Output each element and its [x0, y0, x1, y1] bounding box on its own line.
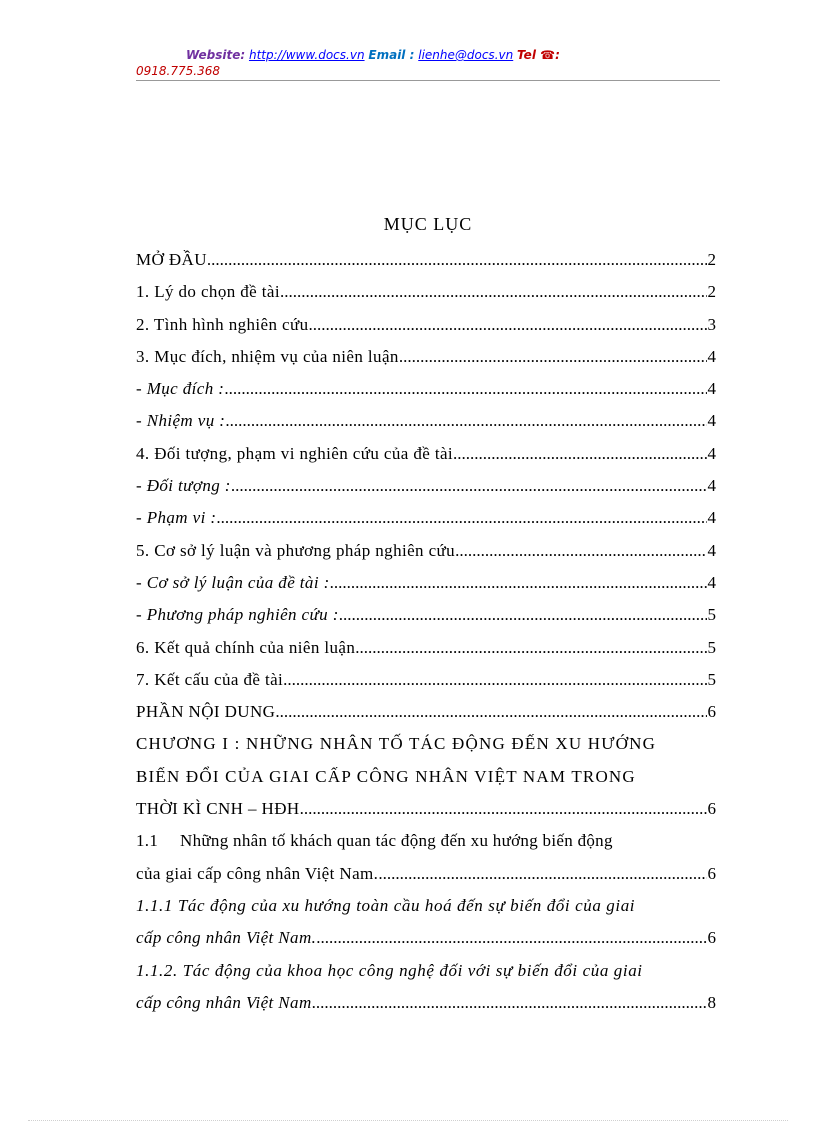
dot-leader [224, 373, 706, 405]
dot-leader [275, 696, 706, 728]
toc-page-number: 5 [707, 605, 716, 625]
toc-entry[interactable] [136, 502, 716, 534]
website-label: Website: [186, 48, 246, 62]
toc-page-number: 4 [707, 443, 716, 463]
toc-entry-label: 3. Mục đích, nhiệm vụ của niên luận [136, 346, 399, 366]
toc-entry-label: 7. Kết cấu của đề tài [136, 669, 284, 689]
toc-page-number: 2 [707, 282, 716, 302]
toc-page-number: 5 [707, 637, 716, 657]
toc-entry[interactable] [136, 341, 716, 373]
toc-entry-label-line: 1.1.2. Tác động của khoa học công nghệ đối với sự biến đổi của giai [136, 960, 643, 980]
toc-entry[interactable] [136, 664, 716, 696]
toc-entry-label: THỜI KÌ CNH – HĐH [136, 799, 300, 819]
toc-page-number: 8 [707, 992, 716, 1012]
phone-number: 0918.775.368 [136, 64, 220, 78]
toc-page-number: 6 [707, 863, 716, 883]
dot-leader [312, 987, 707, 1019]
email-label: Email : [368, 48, 415, 62]
toc-entry-chapter-1[interactable] [136, 728, 716, 825]
toc-page-number: 4 [707, 346, 716, 366]
toc-title: MỤC LỤC [383, 214, 473, 234]
dot-leader [300, 793, 707, 825]
toc-entry[interactable] [136, 632, 716, 664]
toc-entry-label-line [136, 825, 716, 857]
toc-page-number: 4 [707, 540, 716, 560]
toc-entry-label: 6. Kết quả chính của niên luận [136, 637, 356, 657]
dot-leader [231, 470, 707, 502]
toc-entry-1-1-1[interactable] [136, 890, 716, 955]
toc-entry-label: - Đối tượng : [136, 476, 231, 496]
toc-page-number: 4 [707, 411, 716, 431]
toc-page-number: 6 [707, 799, 716, 819]
toc-entry-label: - Nhiệm vụ : [136, 411, 226, 431]
toc-page-number: 4 [707, 508, 716, 528]
toc-page-number: 4 [707, 476, 716, 496]
toc-page-number: 6 [707, 702, 716, 722]
toc-entry-label: 1. Lý do chọn đề tài [136, 282, 280, 302]
toc-entry-label: - Phạm vi : [136, 508, 217, 528]
toc-entry[interactable] [136, 470, 716, 502]
toc-entry-label-line: CHƯƠNG I : NHỮNG NHÂN TỐ TÁC ĐỘNG ĐẾN XU HƯỚNG [136, 734, 657, 754]
dot-leader [207, 244, 707, 276]
dot-leader [283, 664, 706, 696]
dot-leader [378, 858, 706, 890]
toc-entry[interactable] [136, 438, 716, 470]
toc-entry[interactable] [136, 405, 716, 437]
dot-leader [455, 535, 706, 567]
tel-label: Tel ☎: [517, 48, 560, 62]
toc-entry-label: cấp công nhân Việt Nam. [136, 928, 317, 948]
table-of-contents [136, 244, 716, 1019]
toc-entry-label: 5. Cơ sở lý luận và phương pháp nghiên cứu [136, 540, 456, 560]
toc-entry-1-1-2[interactable] [136, 955, 716, 1020]
dot-leader [399, 341, 707, 373]
toc-entry[interactable] [136, 567, 716, 599]
toc-entry-label: MỞ ĐẦU [136, 250, 207, 269]
toc-page-number: 3 [707, 314, 716, 334]
toc-entry[interactable] [136, 696, 716, 728]
toc-entry-label: PHẦN NỘI DUNG [136, 702, 276, 722]
toc-entry-label: 4. Đối tượng, phạm vi nghiên cứu của đề tài [136, 443, 454, 463]
toc-entry-label: của giai cấp công nhân Việt Nam. [136, 863, 379, 883]
page-header [136, 47, 720, 79]
toc-page-number: 4 [707, 572, 716, 592]
toc-page-number: 6 [707, 928, 716, 948]
toc-entry-label: - Cơ sở lý luận của đề tài : [136, 572, 330, 592]
dot-leader [339, 599, 707, 631]
toc-entry[interactable] [136, 535, 716, 567]
toc-entry-label: 2. Tình hình nghiên cứu [136, 314, 309, 334]
toc-entry[interactable] [136, 373, 716, 405]
toc-entry[interactable] [136, 276, 716, 308]
toc-entry-label: cấp công nhân Việt Nam [136, 992, 312, 1012]
section-number: 1.1 [136, 831, 159, 851]
dot-leader [453, 438, 706, 470]
email-link[interactable]: lienhe@docs.vn [418, 48, 514, 62]
toc-page-number: 4 [707, 379, 716, 399]
dot-leader [280, 276, 707, 308]
toc-page-number: 2 [707, 250, 716, 269]
section-title: Những nhân tố khách quan tác động đến xu hướng biến động [180, 831, 613, 851]
dot-leader [225, 405, 706, 437]
toc-entry-label-line: 1.1.1 Tác động của xu hướng toàn cầu hoá đến sự biến đổi của giai [136, 895, 636, 915]
dot-leader [330, 567, 707, 599]
dot-leader [316, 922, 706, 954]
toc-entry-label: - Mục đích : [136, 379, 225, 399]
dot-leader [216, 502, 706, 534]
toc-entry-1-1[interactable] [136, 825, 716, 890]
dot-leader [309, 309, 707, 341]
toc-entry-label-line: BIẾN ĐỔI CỦA GIAI CẤP CÔNG NHÂN VIỆT NAM TRONG [136, 766, 636, 786]
toc-entry[interactable] [136, 244, 716, 276]
dot-leader [355, 632, 706, 664]
header-line-1 [136, 47, 720, 63]
toc-entry-label: - Phương pháp nghiên cứu : [136, 605, 339, 625]
toc-entry[interactable] [136, 309, 716, 341]
toc-entry[interactable] [136, 599, 716, 631]
header-divider [136, 80, 720, 81]
page-bottom-border [28, 1120, 788, 1121]
website-link[interactable]: http://www.docs.vn [248, 48, 365, 62]
toc-page-number: 5 [707, 669, 716, 689]
